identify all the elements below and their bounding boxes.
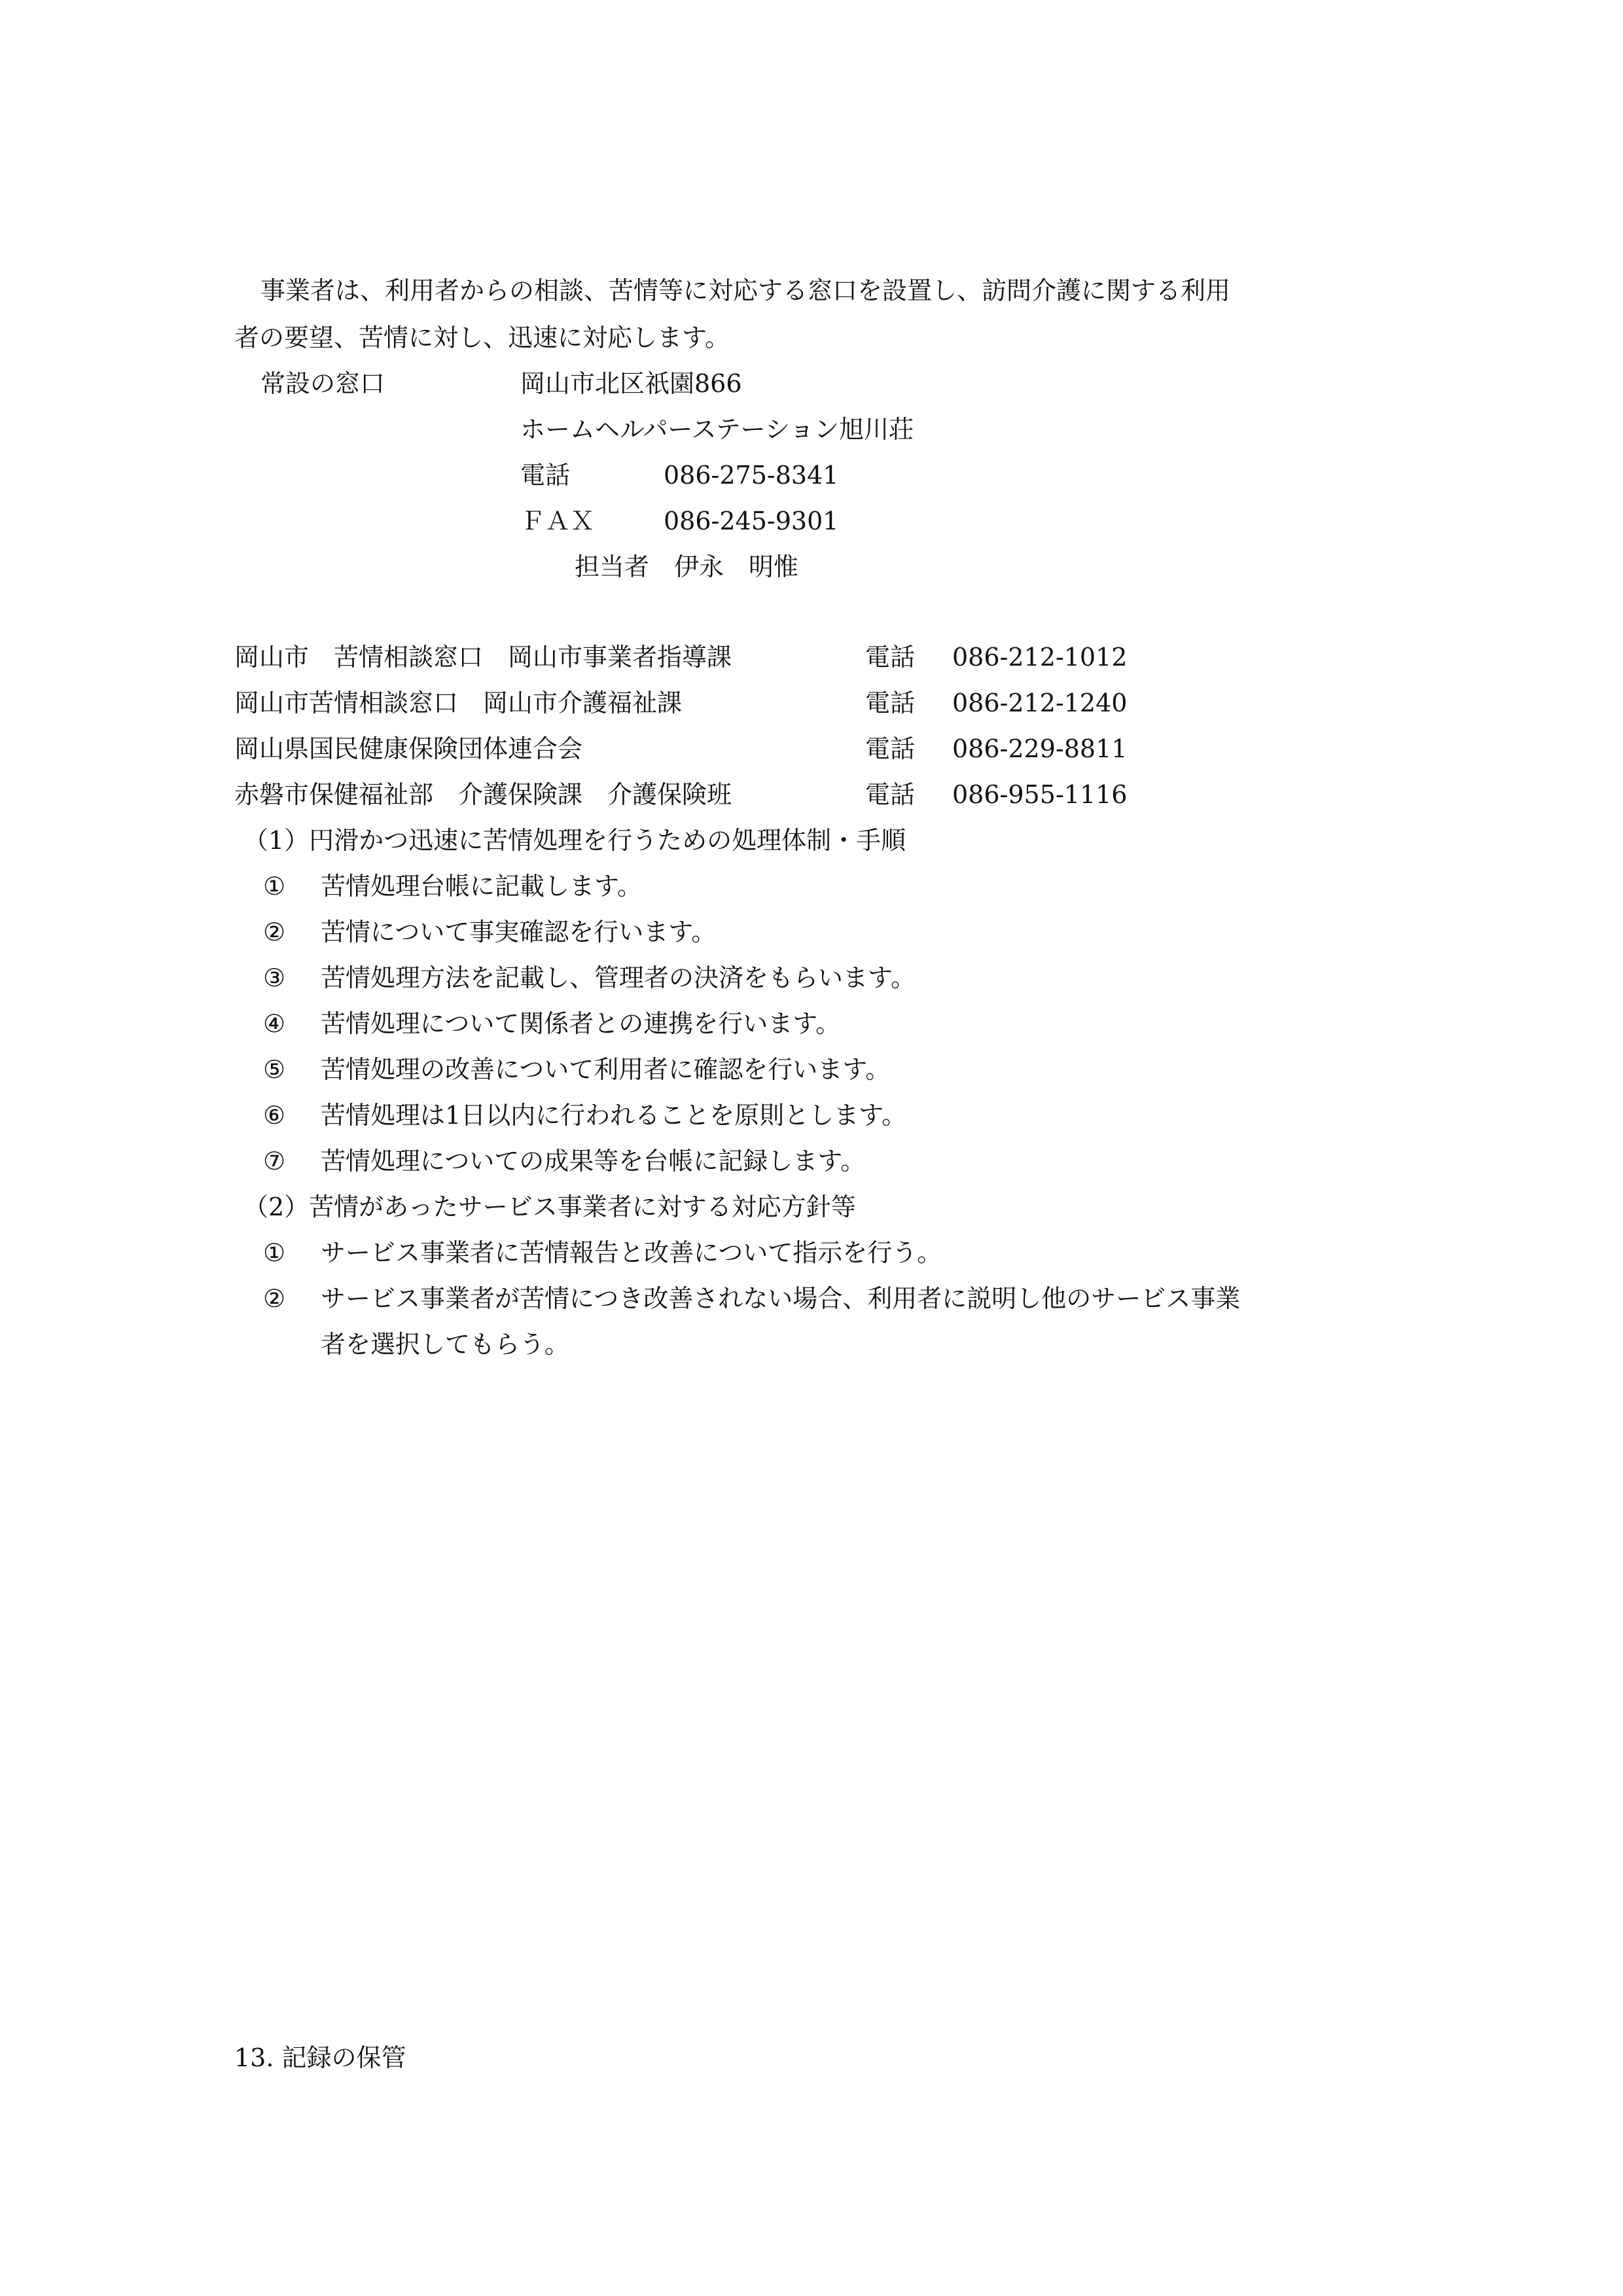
window-tel: 086-275-8341 — [664, 461, 839, 490]
section1-item-1-num: ① — [263, 872, 286, 901]
window-fax: 086-245-9301 — [664, 507, 839, 535]
section1-item-4-num: ④ — [263, 1009, 286, 1038]
section1-item-7-num: ⑦ — [263, 1147, 286, 1175]
window-label: 常設の窓口 — [260, 369, 385, 398]
section2-item-2-text: サービス事業者が苦情につき改善されない場合、利用者に説明し他のサービス事業 — [321, 1284, 1241, 1313]
section1-item-2-num: ② — [263, 918, 286, 946]
agency-tel-label-1: 電話 — [865, 643, 916, 672]
section1-item-5-num: ⑤ — [263, 1055, 286, 1084]
section2-item-1-text: サービス事業者に苦情報告と改善について指示を行う。 — [321, 1238, 942, 1267]
window-name: ホームヘルパーステーション旭川荘 — [520, 415, 914, 444]
section1-item-3-num: ③ — [263, 963, 286, 992]
window-fax-label: ＦＡＸ — [520, 507, 596, 535]
agency-name-1: 岡山市 苦情相談窓口 岡山市事業者指導課 — [234, 643, 732, 672]
section-13-heading: 13. 記録の保管 — [234, 2043, 406, 2072]
agency-tel-4: 086-955-1116 — [952, 780, 1128, 809]
section1-item-4-text: 苦情処理について関係者との連携を行います。 — [321, 1009, 841, 1038]
agency-tel-label-4: 電話 — [865, 780, 916, 809]
agency-name-2: 岡山市苦情相談窓口 岡山市介護福祉課 — [234, 689, 683, 717]
agency-name-3: 岡山県国民健康保険団体連合会 — [234, 734, 583, 763]
section1-item-5-text: 苦情処理の改善について利用者に確認を行います。 — [321, 1055, 891, 1084]
section1-item-7-text: 苦情処理についての成果等を台帳に記録します。 — [321, 1147, 866, 1175]
agency-tel-1: 086-212-1012 — [952, 643, 1128, 672]
section1-item-6-num: ⑥ — [263, 1101, 286, 1130]
agency-tel-2: 086-212-1240 — [952, 689, 1128, 717]
section1-item-1-text: 苦情処理台帳に記載します。 — [321, 872, 642, 901]
agency-tel-3: 086-229-8811 — [952, 734, 1128, 763]
window-contact: 担当者 伊永 明惟 — [575, 552, 799, 581]
agency-tel-label-3: 電話 — [865, 734, 916, 763]
window-address: 岡山市北区祇園866 — [520, 369, 742, 398]
section1-item-3-text: 苦情処理方法を記載し、管理者の決済をもらいます。 — [321, 963, 916, 992]
agency-tel-label-2: 電話 — [865, 689, 916, 717]
section2-heading: （2）苦情があったサービス事業者に対する対応方針等 — [243, 1193, 856, 1221]
section2-item-2-text-cont: 者を選択してもらう。 — [321, 1330, 570, 1359]
agency-name-4: 赤磐市保健福祉部 介護保険課 介護保険班 — [234, 780, 732, 809]
intro-line-2: 者の要望、苦情に対し、迅速に対応します。 — [234, 323, 730, 352]
section1-item-6-text: 苦情処理は1日以内に行われることを原則とします。 — [321, 1101, 907, 1130]
section1-heading: （1）円滑かつ迅速に苦情処理を行うための処理体制・手順 — [243, 826, 906, 855]
intro-line-1: 事業者は、利用者からの相談、苦情等に対応する窓口を設置し、訪問介護に関する利用 — [260, 276, 1231, 305]
section1-item-2-text: 苦情について事実確認を行います。 — [321, 918, 717, 946]
section2-item-2-num: ② — [263, 1284, 286, 1313]
section2-item-1-num: ① — [263, 1238, 286, 1267]
window-tel-label: 電話 — [520, 461, 571, 490]
